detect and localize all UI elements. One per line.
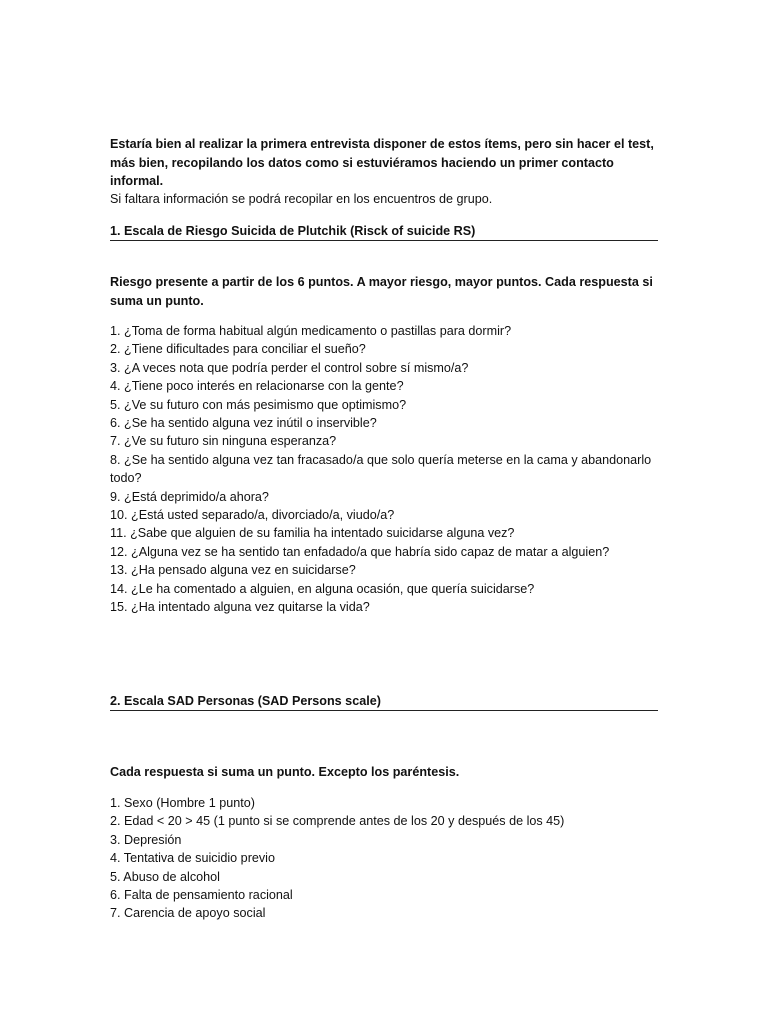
section-1-heading: 1. Escala de Riesgo Suicida de Plutchik (Risck of suicide RS): [110, 222, 658, 241]
list-item: 6. ¿Se ha sentido alguna vez inútil o inservible?: [110, 416, 377, 431]
list-item: 15. ¿Ha intentado alguna vez quitarse la vida?: [110, 600, 370, 615]
list-item: 1. ¿Toma de forma habitual algún medicamento o pastillas para dormir?: [110, 324, 512, 338]
list-item: 5. Abuso de alcohol: [110, 869, 220, 884]
list-item: 2. Edad < 20 > 45 (1 punto si se comprende antes de los 20 y después de los 45): [110, 814, 565, 829]
list-item: 3. ¿A veces nota que podría perder el control sobre sí mismo/a?: [110, 360, 469, 375]
list-item: 7. Carencia de apoyo social: [110, 906, 266, 921]
list-item: 9. ¿Está deprimido/a ahora?: [110, 489, 269, 504]
list-item: 10. ¿Está usted separado/a, divorciado/a, viudo/a?: [110, 508, 395, 523]
list-item: 8. ¿Se ha sentido alguna vez tan fracasado/a que solo quería meterse en la cama y abandonarlo todo?: [110, 452, 652, 486]
list-item: 1. Sexo (Hombre 1 punto): [110, 796, 255, 810]
section-2-item-list: [110, 794, 658, 923]
list-item: 3. Depresión: [110, 832, 182, 847]
list-item: 2. ¿Tiene dificultades para conciliar el sueño?: [110, 342, 366, 357]
list-item: 14. ¿Le ha comentado a alguien, en alguna ocasión, que quería suicidarse?: [110, 581, 535, 596]
section-2-heading: 2. Escala SAD Personas (SAD Persons scale): [110, 692, 658, 711]
list-item: 13. ¿Ha pensado alguna vez en suicidarse?: [110, 563, 356, 578]
intro-note: Si faltara información se podrá recopilar en los encuentros de grupo.: [110, 192, 493, 206]
list-item: 5. ¿Ve su futuro con más pesimismo que optimismo?: [110, 397, 407, 412]
intro-paragraph: Estaría bien al realizar la primera entrevista disponer de estos ítems, pero sin hacer el test, más bien, recopilando los datos como si estuviéramos haciendo un primer contacto informal.: [110, 137, 654, 188]
document-page: [110, 0, 658, 1024]
list-item: 4. ¿Tiene poco interés en relacionarse con la gente?: [110, 379, 404, 394]
section-2-description: Cada respuesta si suma un punto. Excepto los paréntesis.: [110, 765, 460, 779]
list-item: 4. Tentativa de suicidio previo: [110, 851, 275, 866]
list-item: 6. Falta de pensamiento racional: [110, 888, 293, 903]
section-1-description: Riesgo presente a partir de los 6 puntos. A mayor riesgo, mayor puntos. Cada respuesta si suma un punto.: [110, 275, 653, 308]
list-item: 12. ¿Alguna vez se ha sentido tan enfadado/a que habría sido capaz de matar a alguien?: [110, 544, 610, 559]
list-item: 11. ¿Sabe que alguien de su familia ha intentado suicidarse alguna vez?: [110, 526, 515, 541]
section-1-item-list: [110, 322, 658, 617]
list-item: 7. ¿Ve su futuro sin ninguna esperanza?: [110, 434, 337, 449]
